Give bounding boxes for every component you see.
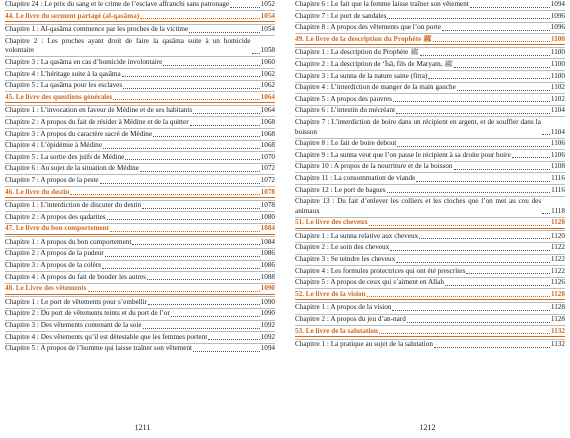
- leader-dots: [153, 135, 260, 137]
- entry-title: Chapitre 3 : A propos du caractère sacré de Médine: [5, 129, 153, 138]
- entry-page-number: 1118: [551, 206, 565, 215]
- leader-dots: [466, 272, 550, 274]
- leader-dots: [454, 66, 550, 68]
- toc-entry: [5, 153, 275, 163]
- leader-dots: [416, 180, 550, 182]
- entry-title: Chapitre 2 : Le soin des cheveux: [295, 243, 390, 252]
- leader-dots: [434, 346, 550, 348]
- entry-page-number: 1058: [260, 46, 275, 55]
- entry-title: Chapitre 4 : L’interdiction de manger de la main gauche: [295, 83, 456, 92]
- right-page: [285, 0, 570, 438]
- entry-title: Chapitre 1 : Al-qasâma commence par les proches de la victime: [5, 25, 189, 34]
- leader-dots: [142, 207, 260, 209]
- leader-dots: [445, 284, 550, 286]
- entry-page-number: 1090: [260, 309, 275, 318]
- toc-entry: [5, 176, 275, 186]
- entry-title: Chapitre 5 : A propos des pauvres: [295, 94, 393, 103]
- section-page-number: 1078: [260, 187, 275, 196]
- entry-page-number: 1092: [260, 321, 275, 330]
- leader-dots: [140, 170, 260, 172]
- entry-page-number: 1122: [550, 243, 565, 252]
- toc-entry: [5, 37, 275, 56]
- leader-dots: [387, 17, 549, 19]
- entry-page-number: 1128: [550, 303, 565, 312]
- leader-dots: [123, 87, 259, 89]
- entry-title: Chapitre 1 : L’interdiction de discuter du destin: [5, 201, 142, 210]
- toc-entry: [5, 201, 275, 211]
- leader-dots: [442, 29, 550, 31]
- leader-dots: [367, 295, 550, 297]
- section-page-number: 1132: [551, 326, 565, 335]
- entry-title: Chapitre 3 : A propos de la colère: [5, 261, 102, 270]
- leader-dots: [113, 98, 259, 100]
- leader-dots: [143, 327, 260, 329]
- entry-page-number: 1116: [551, 173, 565, 182]
- toc-entry: [5, 321, 275, 331]
- section-title: 49. Le livre de la description du Prophète ﷺ: [295, 34, 432, 43]
- toc-entry: [5, 213, 275, 223]
- entry-page-number: 1092: [260, 332, 275, 341]
- entry-page-number: 1086: [260, 249, 275, 258]
- toc-entry: [295, 243, 565, 253]
- toc-entry: [295, 118, 565, 137]
- entry-title: Chapitre 7 : Le port de sandales: [295, 11, 387, 20]
- section-title: 47. Le livre du bon comportement: [5, 224, 110, 233]
- entry-title: Chapitre 3 : La qasâma en cas d’homicide involontaire: [5, 57, 163, 66]
- entry-title: Chapitre 2 : Les proches ayant droit de faire la qasâma suite à un homicide volontaire: [5, 36, 251, 55]
- leader-dots: [125, 158, 259, 160]
- entry-page-number: 1122: [550, 266, 565, 275]
- section-heading: [295, 290, 565, 301]
- entry-title: Chapitre 6 : Au sujet de la situation de Médine: [5, 164, 139, 173]
- toc-entry: [295, 303, 565, 313]
- entry-title: Chapitre 9 : La sunna veut que l’on passe le récipient à sa droite pour boire: [295, 150, 511, 159]
- entry-page-number: 1068: [260, 141, 275, 150]
- section-title: 44. Le livre du serment partagé (al-qasâma): [5, 11, 140, 20]
- entry-page-number: 1096: [550, 11, 565, 20]
- leader-dots: [148, 303, 260, 305]
- entry-title: Chapitre 24 : Le prix du sang et le crime de l’esclave affranchi sans patronage: [5, 0, 230, 8]
- leader-dots: [88, 290, 260, 292]
- leader-dots: [428, 77, 550, 79]
- entry-page-number: 1062: [260, 69, 275, 78]
- section-title: 48. Le Livre des vêtements: [5, 284, 87, 293]
- entry-title: Chapitre 6 : Le fait que la femme laisse traîner son vêtement: [295, 0, 469, 8]
- section-heading: [5, 224, 275, 235]
- leader-dots: [122, 75, 260, 77]
- section-heading: [5, 284, 275, 295]
- toc-entry: [5, 273, 275, 283]
- leader-dots: [420, 54, 550, 56]
- entry-page-number: 1102: [550, 83, 565, 92]
- entry-title: Chapitre 8 : A propos des vêtements que l’on porte: [295, 23, 441, 32]
- entry-title: Chapitre 1 : La sunna relative aux cheveux: [295, 231, 419, 240]
- toc-entry: [295, 106, 565, 116]
- toc-entry: [295, 340, 565, 350]
- toc-entry: [295, 186, 565, 196]
- section-page-number: 1128: [551, 289, 565, 298]
- leader-dots: [100, 182, 260, 184]
- leader-dots: [103, 147, 260, 149]
- entry-page-number: 1096: [550, 23, 565, 32]
- leader-dots: [190, 124, 260, 126]
- entry-page-number: 1100: [550, 48, 565, 57]
- leader-dots: [542, 212, 550, 214]
- toc-entry: [5, 238, 275, 248]
- leader-dots: [70, 193, 259, 195]
- entry-title: Chapitre 1 : A propos du bon comportement: [5, 237, 132, 246]
- entry-page-number: 1104: [550, 127, 565, 136]
- entry-page-number: 1094: [260, 344, 275, 353]
- entry-title: Chapitre 4 : Des vêtements qu’il est détestable que les femmes portent: [5, 332, 208, 341]
- entry-title: Chapitre 5 : A propos de l’homme qui laisse traîner son vêtement: [5, 344, 193, 353]
- entry-title: Chapitre 8 : Le fait de boire debout: [295, 139, 397, 148]
- entry-title: Chapitre 4 : L’héritage suite à la qasâma: [5, 69, 121, 78]
- leader-dots: [419, 237, 550, 239]
- toc-entry: [295, 60, 565, 70]
- entry-title: Chapitre 7 : L’interdiction de boire dans un récipient en argent, et de souffler dans la boisson: [295, 117, 541, 136]
- toc-entry: [5, 70, 275, 80]
- section-heading: [5, 93, 275, 104]
- toc-entry: [295, 0, 565, 10]
- entry-page-number: 1106: [550, 139, 565, 148]
- entry-page-number: 1060: [260, 57, 275, 66]
- entry-page-number: 1086: [260, 261, 275, 270]
- leader-dots: [392, 309, 549, 311]
- left-toc: [5, 0, 275, 354]
- leader-dots: [397, 145, 550, 147]
- section-heading: [295, 327, 565, 338]
- section-title: 46. Le livre du destin: [5, 187, 70, 196]
- leader-dots: [252, 52, 260, 54]
- toc-entry: [295, 83, 565, 93]
- toc-entry: [5, 298, 275, 308]
- entry-page-number: 1080: [260, 212, 275, 221]
- leader-dots: [387, 191, 551, 193]
- entry-page-number: 1116: [551, 185, 565, 194]
- entry-title: Chapitre 12 : Le port de bagues: [295, 185, 386, 194]
- toc-entry: [5, 261, 275, 271]
- toc-entry: [5, 106, 275, 116]
- leader-dots: [407, 321, 550, 323]
- leader-dots: [193, 112, 259, 114]
- section-page-number: 1084: [260, 224, 275, 233]
- toc-entry: [5, 344, 275, 354]
- leader-dots: [140, 17, 259, 19]
- leader-dots: [107, 218, 260, 220]
- toc-entry: [5, 164, 275, 174]
- entry-page-number: 1072: [260, 164, 275, 173]
- entry-title: Chapitre 7 : A propos de la peste: [5, 175, 99, 184]
- entry-page-number: 1102: [550, 94, 565, 103]
- entry-title: Chapitre 13 : Du fait d’enlever les colliers et les cloches que l’on met au cou des animaux: [295, 197, 542, 215]
- leader-dots: [132, 243, 259, 245]
- entry-page-number: 1128: [550, 315, 565, 324]
- section-title: 53. Le livre de la salutation: [295, 326, 378, 335]
- toc-entry: [295, 162, 565, 172]
- entry-page-number: 1090: [260, 297, 275, 306]
- toc-entry: [295, 232, 565, 242]
- entry-page-number: 1094: [550, 0, 565, 8]
- toc-entry: [295, 197, 565, 216]
- entry-page-number: 1062: [260, 81, 275, 90]
- entry-page-number: 1100: [550, 71, 565, 80]
- entry-title: Chapitre 1 : La description du Prophète ﷺ: [295, 48, 419, 57]
- toc-entry: [295, 23, 565, 33]
- toc-entry: [5, 81, 275, 91]
- entry-title: Chapitre 2 : A propos de la pudeur: [5, 249, 104, 258]
- section-title: 51. Le livre des cheveux: [295, 218, 368, 227]
- entry-title: Chapitre 2 : Du port de vêtements teints et du port de l’or: [5, 309, 170, 318]
- entry-page-number: 1068: [260, 117, 275, 126]
- entry-title: Chapitre 3 : Se teindre les cheveux: [295, 255, 396, 264]
- section-heading: [5, 188, 275, 199]
- section-page-number: 1054: [260, 11, 275, 20]
- entry-title: Chapitre 1 : L’invocation en faveur de Médine et de ses habitants: [5, 106, 193, 115]
- entry-page-number: 1072: [260, 175, 275, 184]
- entry-title: Chapitre 3 : Des vêtements contenant de la soie: [5, 321, 142, 330]
- entry-title: Chapitre 5 : La sortie des juifs de Médine: [5, 152, 125, 161]
- entry-page-number: 1052: [260, 0, 275, 8]
- entry-title: Chapitre 2 : A propos du jeu d’an-nard: [295, 315, 406, 324]
- leader-dots: [230, 6, 259, 8]
- leader-dots: [512, 156, 550, 158]
- section-heading: [295, 35, 565, 46]
- entry-title: Chapitre 1 : A propos de la vision: [295, 303, 392, 312]
- leader-dots: [393, 100, 550, 102]
- leader-dots: [379, 332, 550, 334]
- entry-page-number: 1100: [550, 59, 565, 68]
- entry-page-number: 1104: [550, 106, 565, 115]
- toc-entry: [5, 141, 275, 151]
- toc-entry: [295, 151, 565, 161]
- entry-title: Chapitre 4 : Les formules protectrices qui ont été prescrites: [295, 266, 466, 275]
- toc-entry: [295, 72, 565, 82]
- toc-entry: [295, 174, 565, 184]
- toc-entry: [5, 333, 275, 343]
- section-heading: [5, 12, 275, 23]
- section-page-number: 1120: [551, 218, 565, 227]
- leader-dots: [147, 278, 260, 280]
- entry-title: Chapitre 1 : La pratique au sujet de la salutation: [295, 340, 433, 349]
- leader-dots: [454, 168, 550, 170]
- entry-page-number: 1108: [550, 162, 565, 171]
- leader-dots: [189, 31, 259, 33]
- leader-dots: [396, 261, 550, 263]
- entry-title: Chapitre 11 : La consommation de viande: [295, 173, 416, 182]
- leader-dots: [470, 6, 550, 8]
- entry-page-number: 1106: [550, 150, 565, 159]
- entry-page-number: 1054: [260, 25, 275, 34]
- section-title: 45. Le livre des questions générales: [5, 92, 113, 101]
- toc-entry: [5, 118, 275, 128]
- entry-page-number: 1070: [260, 152, 275, 161]
- section-page-number: 1090: [260, 284, 275, 293]
- leader-dots: [390, 249, 550, 251]
- leader-dots: [433, 40, 550, 42]
- toc-entry: [295, 12, 565, 22]
- section-page-number: 1064: [260, 92, 275, 101]
- entry-page-number: 1064: [260, 106, 275, 115]
- toc-entry: [5, 58, 275, 68]
- toc-entry: [295, 255, 565, 265]
- entry-title: Chapitre 4 : L’épidémie à Médine: [5, 141, 102, 150]
- entry-page-number: 1068: [260, 129, 275, 138]
- section-page-number: 1100: [551, 34, 565, 43]
- entry-title: Chapitre 5 : A propos de ceux qui s’aiment en Allah: [295, 278, 444, 287]
- entry-title: Chapitre 10 : A propos de la nourriture et de la boisson: [295, 162, 453, 171]
- entry-title: Chapitre 2 : A propos du fait de résider à Médine et de la quitter: [5, 117, 189, 126]
- toc-entry: [295, 315, 565, 325]
- toc-entry: [5, 25, 275, 35]
- leader-dots: [102, 267, 259, 269]
- entry-title: Chapitre 5 : La qasâma pour les esclaves: [5, 81, 123, 90]
- right-toc: [295, 0, 565, 350]
- right-page-number: 1212: [419, 423, 436, 432]
- leader-dots: [193, 350, 260, 352]
- entry-page-number: 1088: [260, 272, 275, 281]
- entry-page-number: 1084: [260, 237, 275, 246]
- leader-dots: [163, 64, 259, 66]
- leader-dots: [542, 133, 550, 135]
- toc-entry: [5, 0, 275, 10]
- toc-entry: [295, 95, 565, 105]
- entry-page-number: 1122: [550, 255, 565, 264]
- entry-page-number: 1120: [550, 231, 565, 240]
- leader-dots: [171, 315, 260, 317]
- leader-dots: [208, 338, 259, 340]
- leader-dots: [369, 224, 550, 226]
- toc-entry: [295, 267, 565, 277]
- leader-dots: [110, 230, 260, 232]
- toc-entry: [295, 48, 565, 58]
- section-heading: [295, 218, 565, 229]
- section-title: 52. Le livre de la vision: [295, 289, 366, 298]
- leader-dots: [396, 112, 550, 114]
- entry-page-number: 1078: [260, 201, 275, 210]
- entry-title: Chapitre 2 : La description de ‘Îsâ, fils de Maryam, ﷺ: [295, 59, 453, 68]
- entry-title: Chapitre 3 : La sunna de la nature saine (fitra): [295, 71, 428, 80]
- entry-title: Chapitre 1 : Le port de vêtements pour s’embellir: [5, 297, 148, 306]
- leader-dots: [457, 89, 550, 91]
- toc-entry: [295, 278, 565, 288]
- entry-title: Chapitre 4 : A propos du fait de bouder les autres: [5, 272, 146, 281]
- entry-page-number: 1126: [550, 278, 565, 287]
- left-page-number: 1211: [134, 423, 151, 432]
- toc-entry: [5, 130, 275, 140]
- leader-dots: [105, 255, 260, 257]
- toc-entry: [5, 249, 275, 259]
- entry-page-number: 1132: [550, 340, 565, 349]
- toc-entry: [295, 139, 565, 149]
- toc-entry: [5, 309, 275, 319]
- entry-title: Chapitre 2 : A propos des qadarites: [5, 212, 106, 221]
- entry-title: Chapitre 6 : L’intestin du mécréant: [295, 106, 396, 115]
